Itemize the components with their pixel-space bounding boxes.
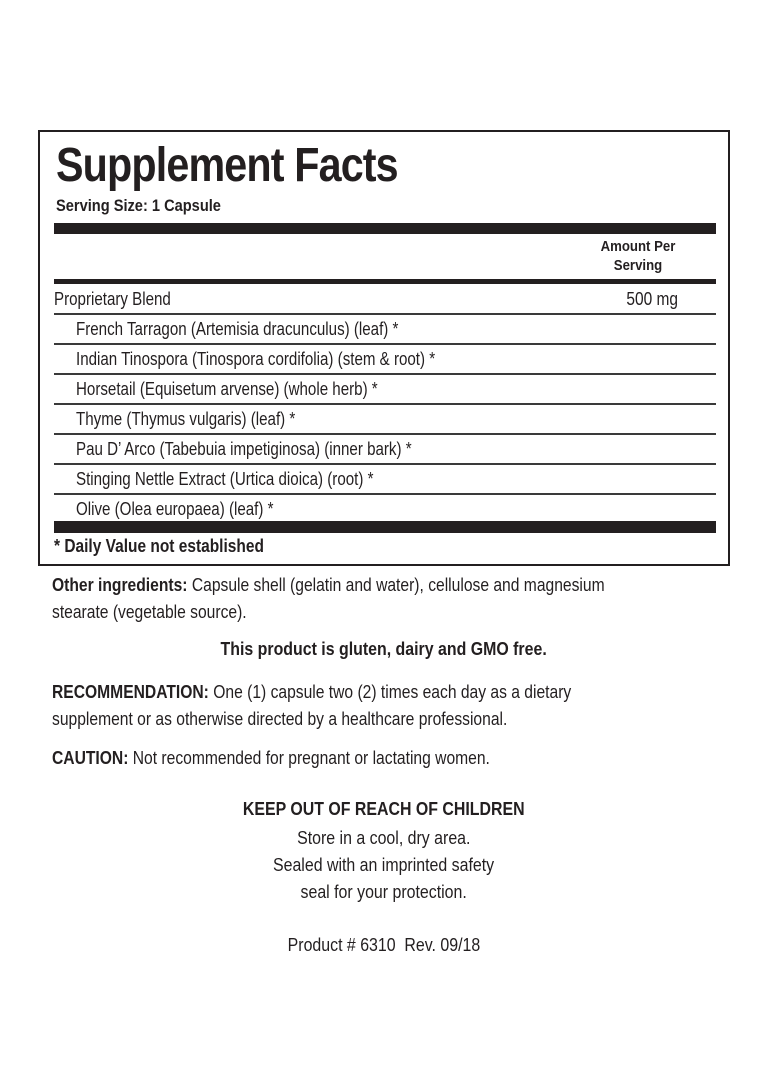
other-ingredients-label: Other ingredients: xyxy=(52,574,188,595)
ingredient-name: Thyme (Thymus vulgaris) (leaf) * xyxy=(76,409,296,429)
table-row xyxy=(54,465,716,495)
ingredient-name: Proprietary Blend xyxy=(54,289,171,309)
ingredient-amount: 500 mg xyxy=(626,289,678,309)
recommendation xyxy=(52,678,728,732)
storage-line-2: Sealed with an imprinted safety xyxy=(273,854,495,875)
storage-instructions xyxy=(0,824,768,905)
other-ingredients-text-2: stearate (vegetable source). xyxy=(52,601,247,622)
recommendation-text-1: One (1) capsule two (2) times each day as a dietary xyxy=(208,681,572,702)
amount-per-serving-header xyxy=(594,237,682,275)
amount-header-line1: Amount Per xyxy=(600,238,676,255)
recommendation-text-2: supplement or as otherwise directed by a healthcare professional. xyxy=(52,708,508,729)
storage-line-3: seal for your protection. xyxy=(300,881,468,902)
thick-divider-bottom xyxy=(54,521,716,533)
ingredient-name: Stinging Nettle Extract (Urtica dioica) (root) * xyxy=(76,469,374,489)
caution-label: CAUTION: xyxy=(52,747,129,768)
table-row xyxy=(54,315,716,345)
thick-divider-top xyxy=(54,223,716,234)
daily-value-footnote: * Daily Value not established xyxy=(54,536,264,556)
table-row-proprietary-blend xyxy=(54,285,716,315)
recommendation-label: RECOMMENDATION: xyxy=(52,681,209,702)
allergen-free-statement xyxy=(0,638,768,660)
serving-size: Serving Size: 1 Capsule xyxy=(56,196,221,215)
ingredient-name: Horsetail (Equisetum arvense) (whole herb) * xyxy=(76,379,378,399)
allergen-free-text: This product is gluten, dairy and GMO free. xyxy=(220,638,548,659)
table-row xyxy=(54,375,716,405)
supplement-facts-panel xyxy=(38,130,730,566)
ingredient-name: Pau D’ Arco (Tabebuia impetiginosa) (inner bark) * xyxy=(76,439,412,459)
caution-text: Not recommended for pregnant or lactating women. xyxy=(128,747,490,768)
ingredient-name: Indian Tinospora (Tinospora cordifolia) (stem & root) * xyxy=(76,349,436,369)
header-divider xyxy=(54,279,716,284)
panel-title: Supplement Facts xyxy=(56,139,398,192)
keep-out-warning xyxy=(0,798,768,820)
caution xyxy=(52,744,728,771)
other-ingredients xyxy=(52,571,728,625)
table-row xyxy=(54,345,716,375)
storage-line-1: Store in a cool, dry area. xyxy=(297,827,471,848)
ingredient-name: Olive (Olea europaea) (leaf) * xyxy=(76,499,274,519)
keep-out-text: KEEP OUT OF REACH OF CHILDREN xyxy=(243,798,525,819)
amount-header-line2: Serving xyxy=(613,257,663,274)
ingredient-name: French Tarragon (Artemisia dracunculus) (leaf) * xyxy=(76,319,399,339)
table-row xyxy=(54,405,716,435)
table-row xyxy=(54,495,716,523)
table-row xyxy=(54,435,716,465)
ingredient-table xyxy=(54,285,716,523)
product-code xyxy=(0,934,768,956)
product-code-text: Product # 6310 Rev. 09/18 xyxy=(287,934,481,955)
other-ingredients-text-1: Capsule shell (gelatin and water), cellulose and magnesium xyxy=(187,574,605,595)
